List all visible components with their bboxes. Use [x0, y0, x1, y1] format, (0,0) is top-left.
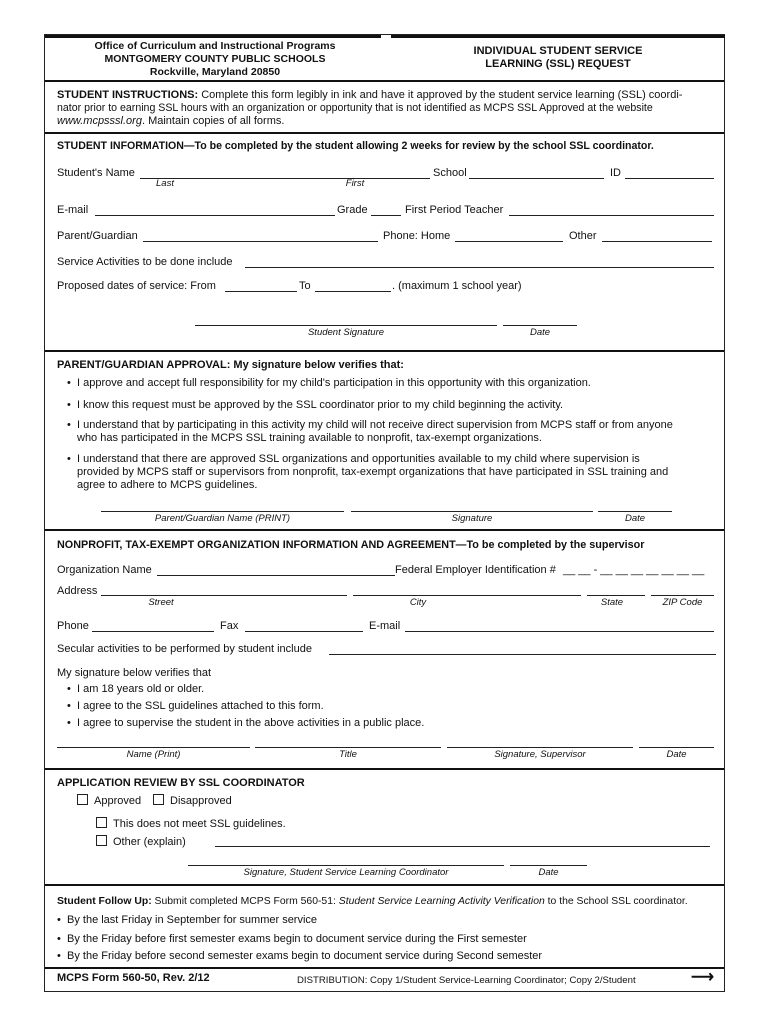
supervisor-date-caption: Date — [666, 749, 687, 760]
ssl-request-form — [44, 34, 725, 992]
coordinator-signature-field[interactable] — [188, 865, 504, 866]
follow-up-bullet-1: • By the last Friday in September for summer service — [67, 914, 317, 927]
parent-date-field[interactable] — [598, 511, 672, 512]
approved-option[interactable]: Approved — [77, 794, 141, 808]
org-phone-label: Phone — [57, 620, 89, 632]
not-meet-checkbox[interactable] — [96, 817, 107, 828]
org-email-label: E-mail — [369, 620, 401, 632]
section-divider — [45, 768, 724, 770]
parent-bullet-3-cont: who has participated in the MCPS SSL training available to nonprofit, tax-exempt organizations. — [77, 432, 542, 444]
secular-activities-label: Secular activities to be performed by student include — [57, 643, 312, 655]
address-label: Address — [57, 585, 98, 597]
office-name: Office of Curriculum and Instructional Programs — [94, 40, 336, 52]
org-bullet-1: • I am 18 years old or older. — [77, 683, 204, 696]
supervisor-signature-field[interactable] — [447, 747, 633, 748]
distribution-note: DISTRIBUTION: Copy 1/Student Service-Learning Coordinator; Copy 2/Student — [297, 975, 636, 986]
form-title-line2: LEARNING (SSL) REQUEST — [485, 58, 631, 70]
fein-field[interactable]: __ __ - __ __ __ __ __ __ __ — [563, 564, 705, 576]
section-divider — [45, 132, 724, 134]
parent-guardian-label: Parent/Guardian — [57, 230, 138, 242]
instructions-line2: nator prior to earning SSL hours with an organization or opportunity that is not identified as MCPS SSL Approved at the website — [57, 102, 653, 114]
parent-name-field[interactable] — [101, 511, 344, 512]
date-to-field[interactable] — [315, 291, 391, 292]
supervisor-name-field[interactable] — [57, 747, 250, 748]
first-caption: First — [345, 178, 365, 189]
form-title-line1: INDIVIDUAL STUDENT SERVICE — [473, 45, 643, 57]
state-field[interactable] — [587, 595, 645, 596]
organization-heading: NONPROFIT, TAX-EXEMPT ORGANIZATION INFORMATION AND AGREEMENT—To be completed by the supervisor — [57, 539, 645, 551]
activities-label: Service Activities to be done include — [57, 256, 233, 268]
student-date-caption: Date — [529, 327, 551, 338]
student-signature-caption: Student Signature — [307, 327, 385, 338]
student-date-field[interactable] — [503, 325, 577, 326]
student-name-label: Student's Name — [57, 167, 135, 179]
state-caption: State — [600, 597, 624, 608]
dates-from-label: Proposed dates of service: From — [57, 280, 216, 292]
dates-to-label: To — [299, 280, 311, 292]
activities-field[interactable] — [245, 267, 714, 268]
email-field[interactable] — [95, 215, 335, 216]
disapproved-option[interactable]: Disapproved — [153, 794, 232, 808]
id-label: ID — [610, 167, 621, 179]
secular-activities-field[interactable] — [329, 654, 716, 655]
org-bullet-3: • I agree to supervise the student in the above activities in a public place. — [77, 717, 424, 730]
last-caption: Last — [156, 178, 174, 189]
school-field[interactable] — [469, 178, 604, 179]
city-field[interactable] — [353, 595, 581, 596]
date-from-field[interactable] — [225, 291, 297, 292]
supervisor-date-field[interactable] — [639, 747, 714, 748]
parent-guardian-field[interactable] — [143, 241, 378, 242]
supervisor-signature-caption: Signature, Supervisor — [494, 749, 586, 760]
follow-up-bullet-3: • By the Friday before second semester exams begin to document service during Second semester — [67, 950, 542, 963]
follow-up-text: Student Follow Up: Submit completed MCPS Form 560-51: Student Service Learning Activity Verification to the School SSL coordinator. — [57, 896, 688, 907]
school-label: School — [433, 167, 467, 179]
zip-field[interactable] — [651, 595, 714, 596]
max-school-year-note: . (maximum 1 school year) — [392, 280, 522, 292]
footer-divider — [45, 967, 724, 969]
parent-approval-heading: PARENT/GUARDIAN APPROVAL: My signature below verifies that: — [57, 359, 404, 371]
section-divider — [45, 884, 724, 886]
teacher-field[interactable] — [509, 215, 714, 216]
student-info-heading: STUDENT INFORMATION—To be completed by the student allowing 2 weeks for review by the school SSL coordinator. — [57, 140, 654, 152]
grade-field[interactable] — [371, 215, 401, 216]
not-meet-option[interactable]: This does not meet SSL guidelines. — [96, 817, 286, 831]
zip-caption: ZIP Code — [662, 597, 703, 608]
other-explain-field[interactable] — [215, 846, 710, 847]
coordinator-date-caption: Date — [538, 867, 559, 878]
fax-label: Fax — [220, 620, 239, 632]
approved-checkbox[interactable] — [77, 794, 88, 805]
supervisor-title-caption: Title — [339, 749, 357, 760]
supervisor-name-caption: Name (Print) — [126, 749, 181, 760]
disapproved-checkbox[interactable] — [153, 794, 164, 805]
org-name-label: Organization Name — [57, 564, 152, 576]
fax-field[interactable] — [245, 631, 363, 632]
follow-up-bullet-2: • By the Friday before first semester exams begin to document service during the First semester — [67, 933, 527, 946]
teacher-label: First Period Teacher — [405, 204, 504, 216]
website-link[interactable]: www.mcpsssl.org — [57, 115, 142, 127]
street-caption: Street — [148, 597, 174, 608]
grade-label: Grade — [337, 204, 368, 216]
phone-home-field[interactable] — [455, 241, 563, 242]
parent-bullet-3: • I understand that by participating in this activity my child will not receive direct supervision from MCPS staff or from anyone — [77, 419, 673, 432]
parent-signature-caption: Signature — [451, 513, 493, 524]
parent-bullet-4-cont: provided by MCPS staff or supervisors from nonprofit, tax-exempt organizations that have participated in SSL training and — [77, 466, 669, 478]
review-heading: APPLICATION REVIEW BY SSL COORDINATOR — [57, 777, 305, 789]
parent-signature-field[interactable] — [351, 511, 593, 512]
parent-date-caption: Date — [624, 513, 646, 524]
fein-label: Federal Employer Identification # — [395, 564, 556, 576]
org-name-field[interactable] — [157, 575, 395, 576]
verifies-label: My signature below verifies that — [57, 667, 212, 679]
other-explain-checkbox[interactable] — [96, 835, 107, 846]
coordinator-signature-caption: Signature, Student Service Learning Coordinator — [243, 867, 449, 878]
other-phone-field[interactable] — [602, 241, 712, 242]
id-field[interactable] — [625, 178, 714, 179]
city-caption: City — [409, 597, 427, 608]
parent-bullet-4: • I understand that there are approved SSL organizations and opportunities available to my child where supervision is — [77, 453, 640, 466]
parent-name-caption: Parent/Guardian Name (PRINT) — [154, 513, 291, 524]
student-signature-field[interactable] — [195, 325, 497, 326]
instructions-line1: STUDENT INSTRUCTIONS: Complete this form legibly in ink and have it approved by the student service learning (SSL) coordi- — [57, 89, 683, 101]
header-divider — [45, 80, 724, 82]
parent-bullet-1: • I approve and accept full responsibility for my child's participation in this opportunity with this organization. — [77, 377, 591, 390]
county-name: MONTGOMERY COUNTY PUBLIC SCHOOLS — [104, 53, 326, 65]
org-bullet-2: • I agree to the SSL guidelines attached to this form. — [77, 700, 324, 713]
coordinator-date-field[interactable] — [510, 865, 587, 866]
header-bar-left — [45, 35, 381, 38]
other-phone-label: Other — [569, 230, 597, 242]
section-divider — [45, 350, 724, 352]
org-email-field[interactable] — [405, 631, 714, 632]
supervisor-title-field[interactable] — [255, 747, 441, 748]
next-page-arrow-icon: ⟶ — [691, 969, 714, 986]
org-phone-field[interactable] — [92, 631, 214, 632]
header-bar-right — [391, 35, 725, 38]
parent-bullet-2: • I know this request must be approved by the SSL coordinator prior to my child beginning the activity. — [77, 399, 563, 412]
phone-home-label: Phone: Home — [383, 230, 451, 242]
other-explain-option[interactable]: Other (explain) — [96, 835, 186, 849]
street-field[interactable] — [101, 595, 347, 596]
section-divider — [45, 529, 724, 531]
office-city: Rockville, Maryland 20850 — [149, 66, 281, 78]
email-label: E-mail — [57, 204, 89, 216]
form-number: MCPS Form 560-50, Rev. 2/12 — [57, 972, 210, 984]
parent-bullet-4-cont2: agree to adhere to MCPS guidelines. — [77, 479, 258, 491]
instructions-line3: www.mcpsssl.org. Maintain copies of all forms. — [57, 115, 285, 127]
